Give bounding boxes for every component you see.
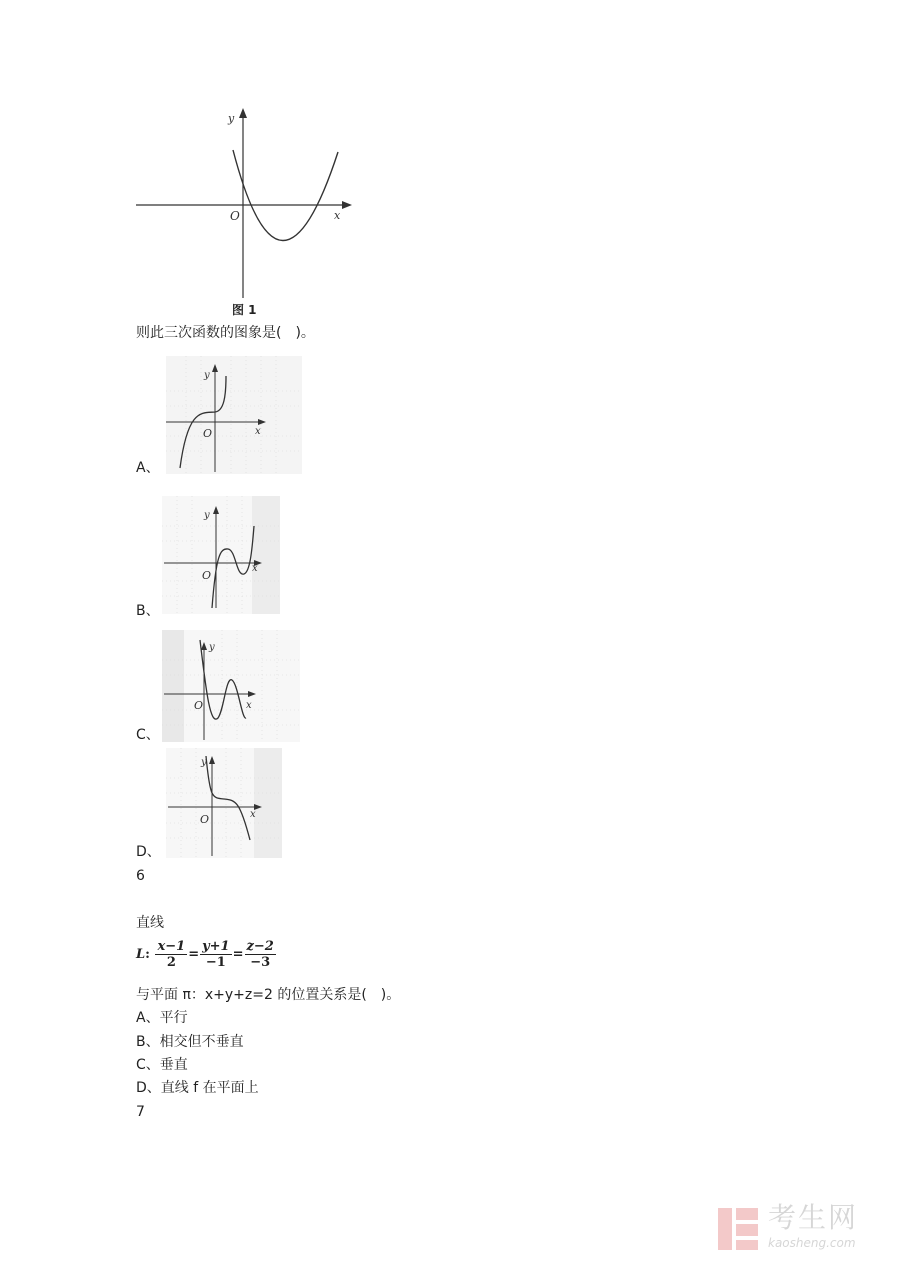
line-name: L xyxy=(136,947,146,962)
line-equation xyxy=(136,939,277,970)
option-d-x-label: x xyxy=(250,809,256,820)
watermark-brand: 考生网 xyxy=(768,1201,859,1234)
watermark-domain: kaosheng.com xyxy=(768,1236,856,1250)
figure-1-graph xyxy=(130,100,360,320)
option-d-graph xyxy=(166,748,282,858)
option-c-x-label: x xyxy=(246,700,252,711)
fraction-x xyxy=(155,939,187,970)
fraction-x-numerator: x−1 xyxy=(157,939,186,954)
question-6-option-c: C、垂直 xyxy=(136,1057,188,1073)
option-b-origin: O xyxy=(202,569,212,582)
option-c-label: C、 xyxy=(136,727,160,743)
equals-sign-2: = xyxy=(232,947,244,962)
fraction-z-numerator: z−2 xyxy=(246,939,274,954)
question-6-number: 6 xyxy=(136,868,145,884)
question-6-intro: 直线 xyxy=(136,915,164,931)
option-b-label: B、 xyxy=(136,603,160,619)
fraction-y-numerator: y+1 xyxy=(202,939,230,954)
question-7-number: 7 xyxy=(136,1104,145,1120)
option-b-graph xyxy=(162,496,280,614)
figure-1-y-label: y xyxy=(228,112,235,125)
option-a-label: A、 xyxy=(136,460,160,476)
question-6-option-b: B、相交但不垂直 xyxy=(136,1034,244,1050)
kaosheng-logo-icon xyxy=(716,1204,762,1254)
fraction-z xyxy=(245,939,276,970)
option-c-y-label: y xyxy=(209,642,215,653)
option-a-x-label: x xyxy=(255,426,261,437)
option-c-origin: O xyxy=(194,699,204,712)
kaosheng-watermark xyxy=(716,1202,884,1256)
question-6-option-a: A、平行 xyxy=(136,1010,188,1026)
figure-1-x-label: x xyxy=(334,209,341,222)
option-a-y-label: y xyxy=(204,370,210,381)
figure-1-caption: 图 1 xyxy=(232,303,257,317)
figure-1 xyxy=(130,100,360,320)
option-c-graph xyxy=(162,630,300,742)
equals-sign-1: = xyxy=(188,947,200,962)
fraction-x-denominator: 2 xyxy=(166,955,176,970)
option-a-origin: O xyxy=(203,427,213,440)
figure-1-origin: O xyxy=(230,209,240,223)
question-5-stem: 则此三次函数的图象是( )。 xyxy=(136,325,315,341)
option-a-graph xyxy=(166,356,302,474)
option-d-origin: O xyxy=(200,813,210,826)
option-b-x-label: x xyxy=(252,563,258,574)
option-d-y-label: y xyxy=(201,757,207,768)
line-colon: : xyxy=(145,947,150,962)
fraction-z-denominator: −3 xyxy=(250,955,271,970)
fraction-y xyxy=(200,939,232,970)
question-6-option-d: D、直线 f 在平面上 xyxy=(136,1080,259,1096)
option-d-label: D、 xyxy=(136,844,161,860)
question-6-stem: 与平面 π：x+y+z=2 的位置关系是( )。 xyxy=(136,987,401,1003)
fraction-y-denominator: −1 xyxy=(205,955,226,970)
option-b-y-label: y xyxy=(204,510,210,521)
